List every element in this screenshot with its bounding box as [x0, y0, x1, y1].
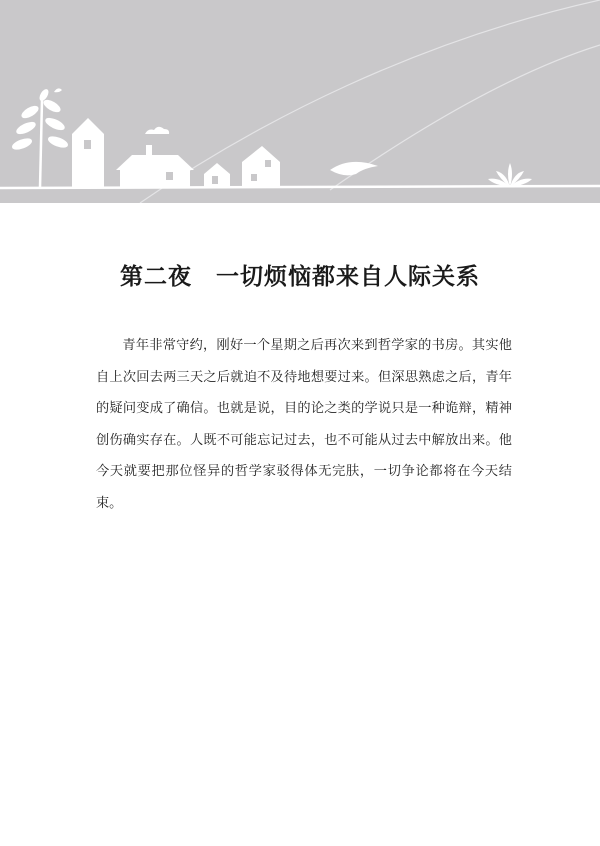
bird-icon — [330, 162, 378, 176]
tower-house-icon — [72, 118, 104, 188]
swoosh-line — [330, 45, 600, 190]
window-icon — [84, 140, 91, 149]
townhouse-icon — [242, 146, 280, 188]
chapter-body-paragraph: 青年非常守约，刚好一个星期之后再次来到哲学家的书房。其实他自上次回去两三天之后就迫不及待地想要过来。但深思熟虑之后，青年的疑问变成了确信。也就是说，目的论之类的学说只是一种诡辩，精神创伤确实存在。人既不可能忘记过去，也不可能从过去中解放出来。他今天就要把那位怪异的哲学家驳得体无完肤，一切争论都将在今天结束。 — [96, 338, 512, 511]
house-icon — [116, 145, 194, 188]
bird-icon — [54, 88, 62, 92]
village-illustration — [0, 0, 600, 203]
cottage-icon — [204, 163, 230, 188]
tree-icon — [11, 88, 69, 188]
lotus-icon — [488, 163, 532, 187]
chapter-title: 第二夜 一切烦恼都来自人际关系 — [120, 263, 480, 290]
window-icon — [265, 160, 271, 167]
window-icon — [251, 174, 257, 181]
header-banner — [0, 0, 600, 203]
window-icon — [166, 172, 173, 180]
cloud-icon — [145, 127, 169, 134]
window-icon — [212, 176, 218, 184]
